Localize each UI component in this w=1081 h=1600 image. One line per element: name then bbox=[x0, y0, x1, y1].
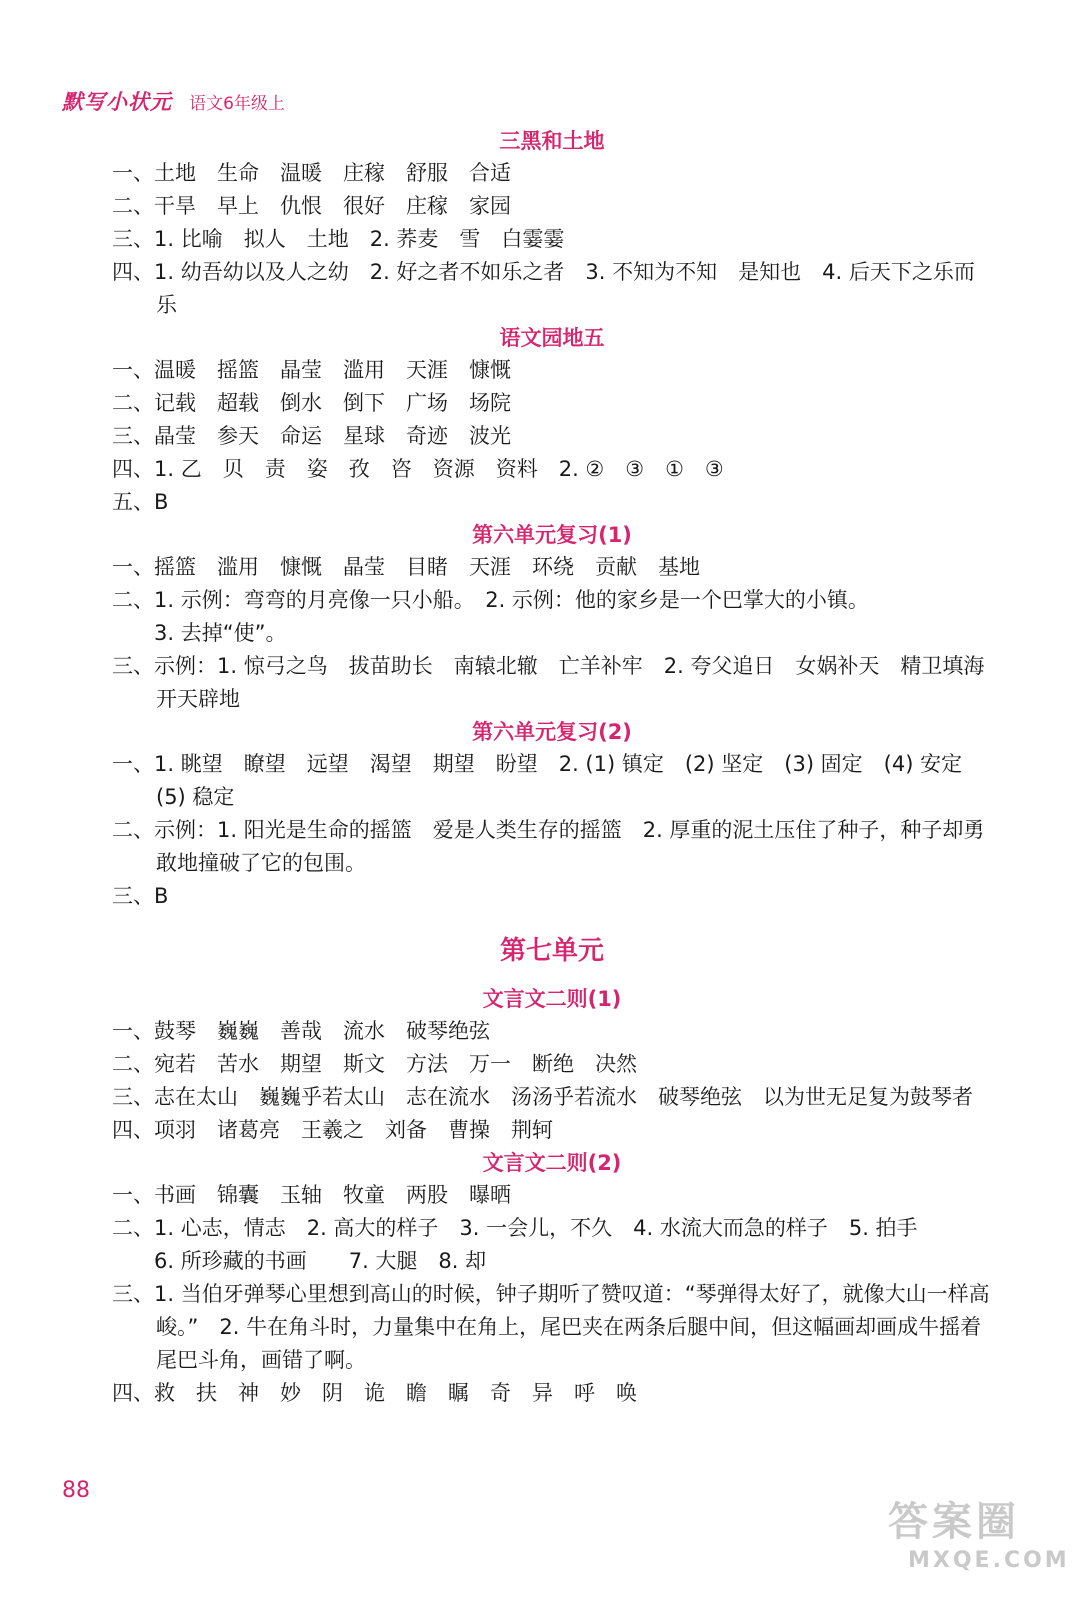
answer-line: 二、1. 心志，情志 2. 高大的样子 3. 一会儿，不久 4. 水流大而急的样子 5. 拍手 bbox=[112, 1216, 918, 1240]
answer-line: 二、示例：1. 阳光是生命的摇篮 爱是人类生存的摇篮 2. 厚重的泥土压住了种子，种子却勇敢地撞破了它的包围。 bbox=[112, 818, 985, 875]
unit-title: 第七单元 bbox=[499, 936, 604, 966]
answer-content bbox=[112, 125, 1006, 1410]
answer-line: 一、摇篮 滥用 慷慨 晶莹 目睹 天涯 环绕 贡献 基地 bbox=[112, 555, 700, 579]
brand-title: 默写小状元 bbox=[62, 89, 172, 114]
answer-line: 二、记载 超载 倒水 倒下 广场 场院 bbox=[112, 391, 511, 415]
answer-line: 四、项羽 诸葛亮 王羲之 刘备 曹操 荆轲 bbox=[112, 1118, 553, 1142]
section-title: 三黑和土地 bbox=[499, 129, 605, 153]
watermark-text: 答案圈 bbox=[888, 1499, 1020, 1545]
answer-line: 二、干旱 早上 仇恨 很好 庄稼 家园 bbox=[112, 194, 511, 218]
answer-line: 三、志在太山 巍巍乎若太山 志在流水 汤汤乎若流水 破琴绝弦 以为世无足复为鼓琴者 bbox=[112, 1085, 973, 1109]
answer-line: 一、温暖 摇篮 晶莹 滥用 天涯 慷慨 bbox=[112, 358, 511, 382]
answer-line: 三、示例：1. 惊弓之鸟 拔苗助长 南辕北辙 亡羊补牢 2. 夸父追日 女娲补天 精卫填海 开天辟地 bbox=[112, 654, 1006, 711]
answer-line: 三、1. 当伯牙弹琴心里想到高山的时候，钟子期听了赞叹道：“琴弹得太好了，就像大山一样高峻。” 2. 牛在角斗时，力量集中在角上，尾巴夹在两条后腿中间，但这幅画却画成牛摇着尾巴斗角，画错了啊。 bbox=[112, 1282, 990, 1372]
section-title: 文言文二则(1) bbox=[482, 987, 622, 1011]
answer-line: 五、B bbox=[112, 490, 169, 514]
running-header bbox=[62, 86, 285, 116]
answer-line: 二、宛若 苦水 期望 斯文 方法 万一 断绝 决然 bbox=[112, 1052, 637, 1076]
answer-line: 6. 所珍藏的书画 7. 大腿 8. 却 bbox=[112, 1249, 487, 1273]
page-number: 88 bbox=[62, 1478, 90, 1503]
section-title: 第六单元复习(2) bbox=[472, 720, 632, 744]
section-title: 文言文二则(2) bbox=[482, 1151, 622, 1175]
subject-label: 语文6年级上 bbox=[189, 94, 285, 114]
answer-line: 一、鼓琴 巍巍 善哉 流水 破琴绝弦 bbox=[112, 1019, 490, 1043]
section-title: 语文园地五 bbox=[499, 326, 605, 350]
answer-line: 3. 去掉“使”。 bbox=[112, 621, 287, 645]
answer-line: 二、1. 示例：弯弯的月亮像一只小船。 2. 示例：他的家乡是一个巴掌大的小镇。 bbox=[112, 588, 869, 612]
answer-line: 四、1. 幼吾幼以及人之幼 2. 好之者不如乐之者 3. 不知为不知 是知也 4. 后天下之乐而乐 bbox=[112, 260, 975, 317]
watermark-logo bbox=[888, 1498, 1070, 1590]
watermark-url: MXQE.COM bbox=[908, 1548, 1070, 1573]
answer-line: 一、书画 锦囊 玉轴 牧童 两股 曝晒 bbox=[112, 1183, 511, 1207]
answer-line: 三、B bbox=[112, 884, 169, 908]
answer-line: 四、救 扶 神 妙 阴 诡 瞻 瞩 奇 异 呼 唤 bbox=[112, 1381, 637, 1405]
answer-line: 四、1. 乙 贝 责 姿 孜 咨 资源 资料 2. ② ③ ① ③ bbox=[112, 457, 724, 481]
answer-line: 三、晶莹 参天 命运 星球 奇迹 波光 bbox=[112, 424, 511, 448]
answer-line: 一、1. 眺望 瞭望 远望 渴望 期望 盼望 2. (1) 镇定 (2) 坚定 (3) 固定 (4) 安定 (5) 稳定 bbox=[112, 752, 984, 809]
answer-line: 一、土地 生命 温暖 庄稼 舒服 合适 bbox=[112, 161, 511, 185]
answer-line: 三、1. 比喻 拟人 土地 2. 荞麦 雪 白霎霎 bbox=[112, 227, 565, 251]
section-title: 第六单元复习(1) bbox=[472, 523, 632, 547]
